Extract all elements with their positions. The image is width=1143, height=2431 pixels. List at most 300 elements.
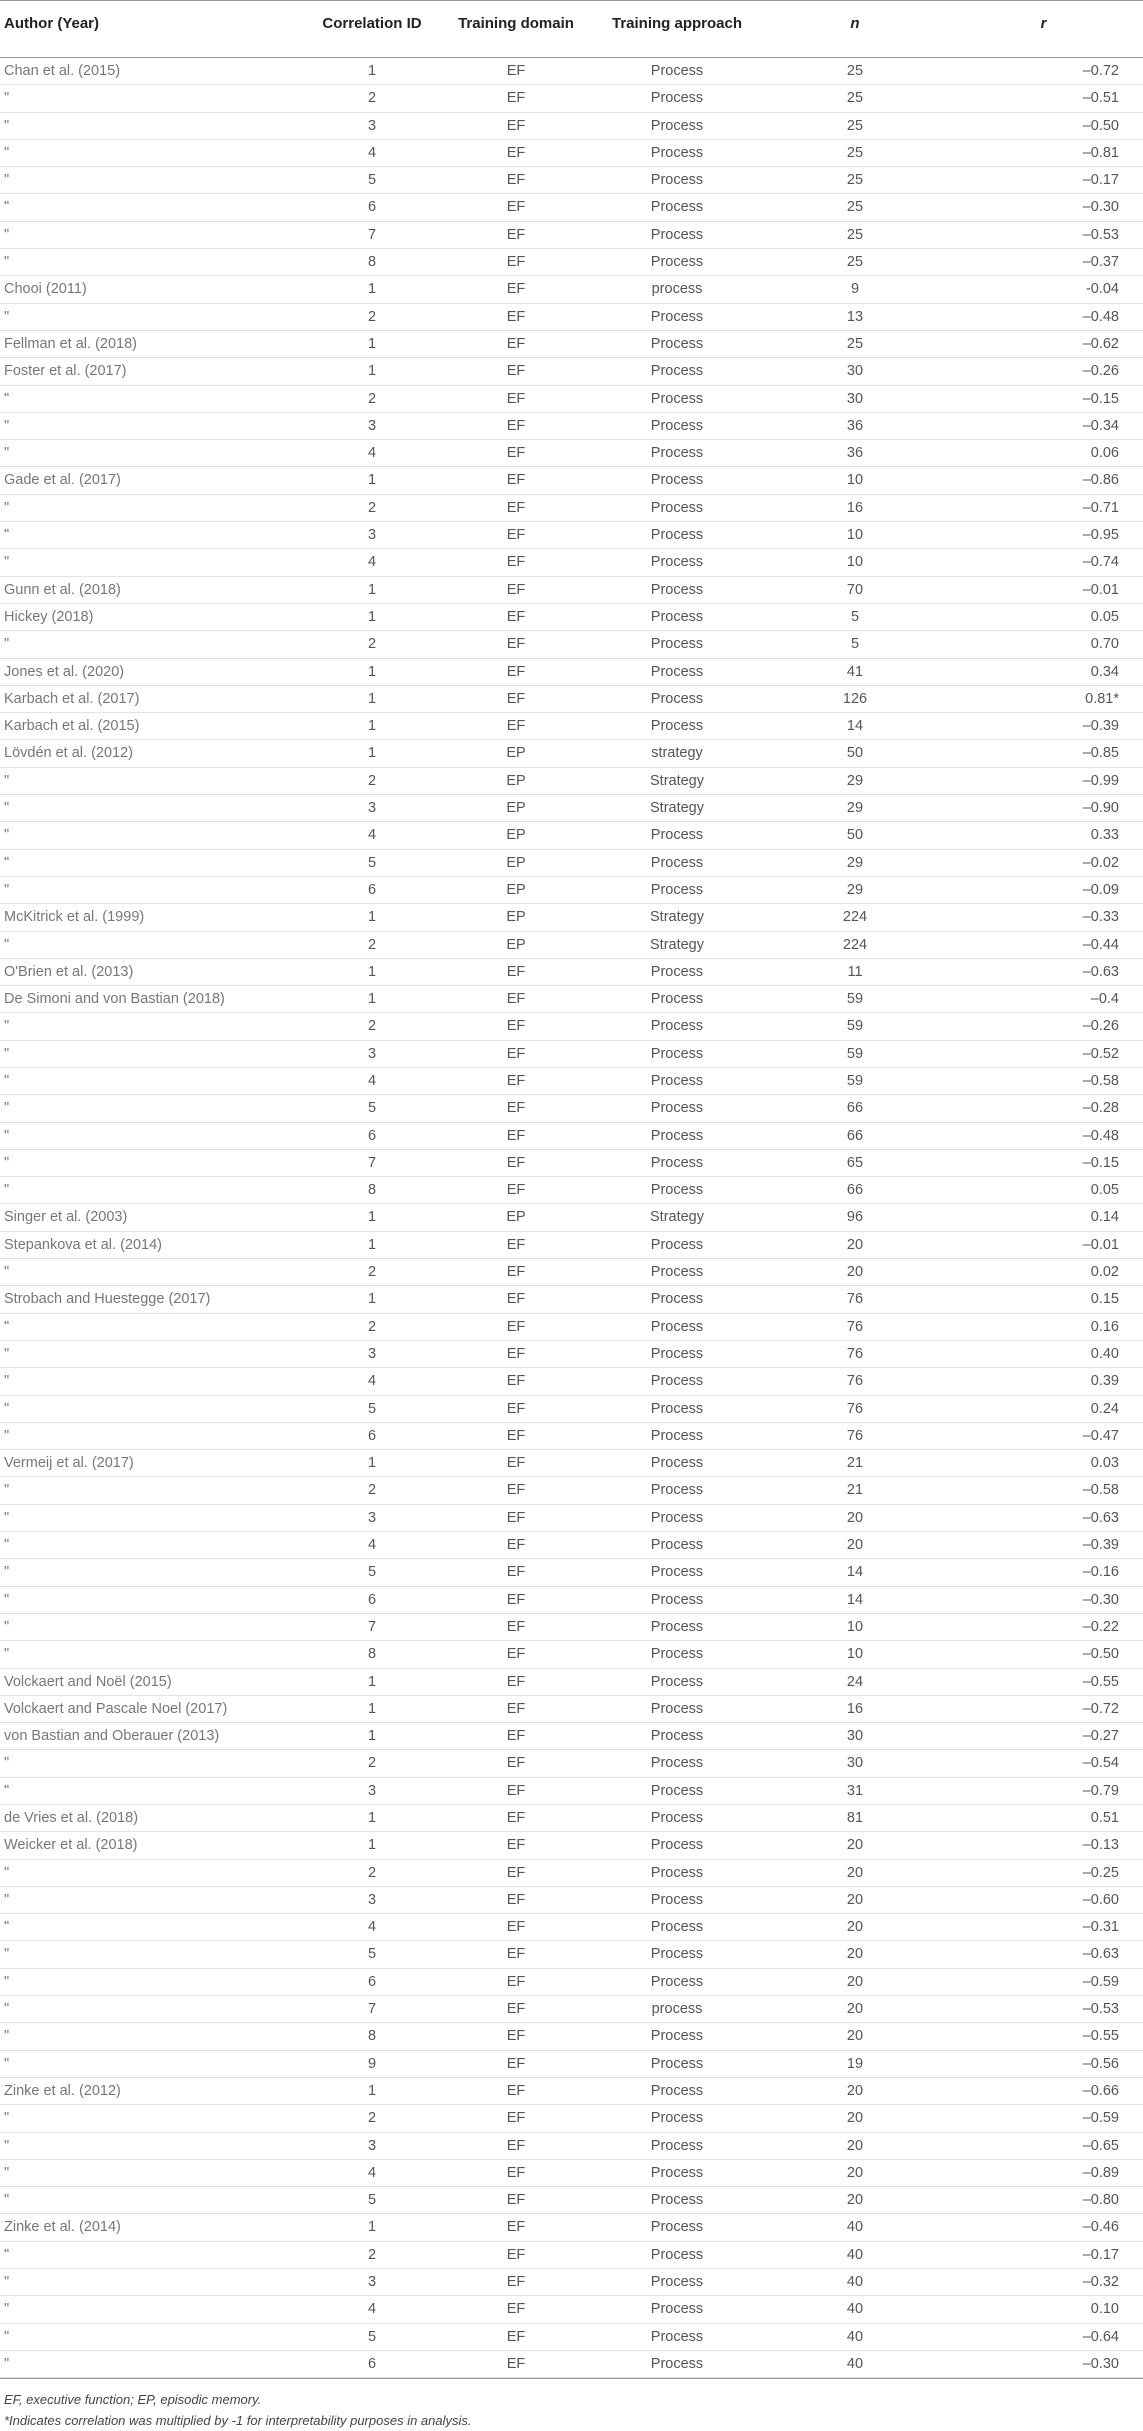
cell-r: –0.25 xyxy=(1082,1864,1119,1881)
cell-n: 25 xyxy=(846,226,864,243)
cell-training-domain: EF xyxy=(506,417,526,434)
table-row xyxy=(0,2187,1143,2214)
cell-n: 25 xyxy=(846,172,864,189)
cell-n: 40 xyxy=(846,2301,864,2318)
cell-r: –0.86 xyxy=(1082,472,1119,489)
cell-training-domain: EF xyxy=(506,1537,526,1554)
cell-author: Gade et al. (2017) xyxy=(4,472,121,489)
cell-author: " xyxy=(4,2355,10,2372)
cell-n: 30 xyxy=(846,1755,864,1772)
cell-training-approach: Process xyxy=(650,1564,704,1581)
table-row xyxy=(0,385,1143,412)
cell-author: " xyxy=(4,827,10,844)
cell-author: " xyxy=(4,117,10,134)
cell-training-approach: Process xyxy=(650,527,704,544)
cell-r: 0.51 xyxy=(1090,1810,1119,1826)
cell-author: " xyxy=(4,2301,10,2318)
cell-correlation-id: 1 xyxy=(367,1837,377,1854)
table-row xyxy=(0,85,1143,112)
cell-correlation-id: 5 xyxy=(367,854,377,871)
header-training-domain: Training domain xyxy=(458,15,574,32)
cell-training-approach: Process xyxy=(650,1591,704,1608)
cell-r: –0.4 xyxy=(1090,991,1119,1008)
cell-author: " xyxy=(4,390,10,407)
cell-training-approach: Process xyxy=(650,718,704,735)
cell-n: 96 xyxy=(846,1209,864,1226)
cell-correlation-id: 1 xyxy=(367,663,377,680)
cell-n: 29 xyxy=(846,800,864,817)
cell-author: " xyxy=(4,1482,10,1499)
cell-correlation-id: 9 xyxy=(367,2055,377,2072)
table-row xyxy=(0,1777,1143,1804)
cell-correlation-id: 6 xyxy=(367,1127,377,1144)
cell-r: –0.48 xyxy=(1082,308,1119,325)
cell-training-approach: Process xyxy=(650,308,704,325)
table-row xyxy=(0,1641,1143,1668)
cell-correlation-id: 1 xyxy=(367,281,377,298)
cell-training-domain: EF xyxy=(506,254,526,271)
table-row xyxy=(0,1668,1143,1695)
cell-n: 25 xyxy=(846,90,864,107)
cell-r: –0.58 xyxy=(1082,1072,1119,1089)
cell-r: –0.51 xyxy=(1082,90,1119,107)
table-row xyxy=(0,1231,1143,1258)
cell-n: 24 xyxy=(846,1673,864,1690)
header-author: Author (Year) xyxy=(4,15,100,32)
cell-training-approach: Process xyxy=(650,1973,704,1990)
table-row xyxy=(0,522,1143,549)
cell-n: 40 xyxy=(846,2355,864,2372)
cell-training-approach: Process xyxy=(650,1127,704,1144)
table-row xyxy=(0,1204,1143,1231)
cell-n: 20 xyxy=(846,2001,864,2018)
cell-training-domain: EF xyxy=(506,1291,526,1308)
cell-n: 14 xyxy=(846,718,864,735)
cell-r: –0.72 xyxy=(1082,1700,1119,1717)
cell-correlation-id: 7 xyxy=(367,1154,377,1171)
cell-n: 66 xyxy=(846,1127,864,1144)
cell-r: –0.50 xyxy=(1082,1646,1119,1663)
cell-training-domain: EF xyxy=(506,1345,526,1362)
cell-training-domain: EF xyxy=(506,1646,526,1663)
cell-r: –0.99 xyxy=(1082,772,1119,789)
cell-r: –0.15 xyxy=(1082,1154,1119,1171)
table-row xyxy=(0,958,1143,985)
cell-author: Gunn et al. (2018) xyxy=(4,581,121,598)
table-row xyxy=(0,822,1143,849)
cell-training-approach: Process xyxy=(650,1072,704,1089)
cell-training-approach: Strategy xyxy=(650,772,704,789)
cell-correlation-id: 1 xyxy=(367,745,377,762)
cell-n: 21 xyxy=(846,1482,864,1499)
cell-training-domain: EF xyxy=(506,363,526,380)
cell-correlation-id: 1 xyxy=(367,2219,377,2236)
cell-correlation-id: 2 xyxy=(367,636,377,653)
cell-training-domain: EP xyxy=(506,827,526,844)
cell-n: 76 xyxy=(846,1427,864,1444)
cell-author: " xyxy=(4,1264,10,1281)
cell-r: –0.32 xyxy=(1082,2274,1119,2291)
table-row xyxy=(0,1695,1143,1722)
cell-training-approach: Process xyxy=(650,991,704,1008)
cell-training-approach: Process xyxy=(650,1400,704,1417)
cell-author: " xyxy=(4,1864,10,1881)
cell-correlation-id: 1 xyxy=(367,1700,377,1717)
cell-training-domain: EF xyxy=(506,1810,526,1826)
cell-training-approach: Process xyxy=(650,1673,704,1690)
cell-correlation-id: 2 xyxy=(367,2110,377,2127)
cell-n: 40 xyxy=(846,2274,864,2291)
cell-training-domain: EF xyxy=(506,1154,526,1171)
cell-n: 19 xyxy=(846,2055,864,2072)
table-row xyxy=(0,2077,1143,2104)
cell-training-domain: EF xyxy=(506,2055,526,2072)
cell-correlation-id: 1 xyxy=(367,963,377,980)
cell-r: 0.02 xyxy=(1090,1264,1119,1281)
table-row xyxy=(0,303,1143,330)
cell-training-domain: EF xyxy=(506,472,526,489)
table-row xyxy=(0,2050,1143,2077)
table-row xyxy=(0,1613,1143,1640)
cell-author: Weicker et al. (2018) xyxy=(4,1837,138,1854)
cell-r: –0.01 xyxy=(1082,581,1119,598)
cell-r: 0.39 xyxy=(1090,1373,1119,1390)
cell-training-domain: EF xyxy=(506,1837,526,1854)
cell-training-domain: EF xyxy=(506,663,526,680)
table-row xyxy=(0,1504,1143,1531)
table-row xyxy=(0,658,1143,685)
cell-training-approach: Process xyxy=(650,2192,704,2209)
cell-correlation-id: 2 xyxy=(367,1318,377,1335)
cell-author: " xyxy=(4,1318,10,1335)
cell-author: " xyxy=(4,800,10,817)
cell-r: –0.27 xyxy=(1082,1728,1119,1745)
cell-author: " xyxy=(4,1782,10,1799)
cell-author: " xyxy=(4,854,10,871)
cell-n: 36 xyxy=(846,417,864,434)
cell-training-domain: EF xyxy=(506,1318,526,1335)
cell-author: " xyxy=(4,881,10,898)
cell-n: 16 xyxy=(846,1700,864,1717)
cell-correlation-id: 1 xyxy=(367,1236,377,1253)
cell-training-approach: Process xyxy=(650,117,704,134)
cell-training-domain: EF xyxy=(506,1673,526,1690)
table-row xyxy=(0,330,1143,357)
cell-training-domain: EF xyxy=(506,2164,526,2181)
cell-n: 76 xyxy=(846,1345,864,1362)
cell-training-domain: EF xyxy=(506,1400,526,1417)
cell-r: –0.74 xyxy=(1082,554,1119,571)
cell-n: 65 xyxy=(846,1154,864,1171)
cell-author: " xyxy=(4,527,10,544)
cell-training-domain: EF xyxy=(506,1455,526,1472)
cell-training-domain: EF xyxy=(506,1127,526,1144)
header-n: n xyxy=(850,15,860,32)
cell-r: 0.10 xyxy=(1090,2301,1119,2318)
cell-author: " xyxy=(4,1509,10,1526)
cell-training-domain: EF xyxy=(506,390,526,407)
cell-training-domain: EF xyxy=(506,2246,526,2263)
table-row xyxy=(0,1067,1143,1094)
cell-training-domain: EP xyxy=(506,909,526,926)
cell-author: " xyxy=(4,1400,10,1417)
cell-r: –0.64 xyxy=(1082,2328,1119,2345)
cell-training-domain: EF xyxy=(506,335,526,352)
table-row xyxy=(0,1477,1143,1504)
cell-r: –0.54 xyxy=(1082,1755,1119,1772)
cell-correlation-id: 2 xyxy=(367,1482,377,1499)
cell-training-domain: EF xyxy=(506,636,526,653)
cell-r: –0.71 xyxy=(1082,499,1119,516)
cell-n: 11 xyxy=(847,963,863,980)
cell-n: 76 xyxy=(846,1400,864,1417)
cell-n: 76 xyxy=(846,1373,864,1390)
cell-n: 20 xyxy=(846,1509,864,1526)
cell-training-domain: EF xyxy=(506,991,526,1008)
cell-training-domain: EF xyxy=(506,1891,526,1908)
cell-correlation-id: 2 xyxy=(367,772,377,789)
cell-training-domain: EF xyxy=(506,445,526,462)
cell-author: " xyxy=(4,1891,10,1908)
cell-correlation-id: 5 xyxy=(367,2192,377,2209)
cell-correlation-id: 8 xyxy=(367,2028,377,2045)
cell-correlation-id: 7 xyxy=(367,2001,377,2018)
table-row xyxy=(0,2269,1143,2296)
cell-training-domain: EF xyxy=(506,1782,526,1799)
cell-training-approach: Process xyxy=(650,1318,704,1335)
table-row xyxy=(0,1422,1143,1449)
cell-training-approach: Process xyxy=(650,581,704,598)
cell-training-domain: EF xyxy=(506,554,526,571)
cell-training-domain: EF xyxy=(506,1618,526,1635)
table-footnotes xyxy=(0,2378,1143,2431)
cell-training-approach: Process xyxy=(650,254,704,271)
cell-r: –0.30 xyxy=(1082,199,1119,216)
table-row xyxy=(0,849,1143,876)
cell-n: 20 xyxy=(846,1264,864,1281)
cell-correlation-id: 6 xyxy=(367,2355,377,2372)
cell-training-approach: Process xyxy=(650,608,704,625)
cell-training-approach: Process xyxy=(650,2164,704,2181)
cell-training-domain: EF xyxy=(506,117,526,134)
cell-training-approach: Process xyxy=(650,663,704,680)
cell-training-approach: Process xyxy=(650,1537,704,1554)
cell-n: 9 xyxy=(850,281,860,298)
cell-training-approach: Process xyxy=(650,1919,704,1936)
cell-author: " xyxy=(4,308,10,325)
cell-training-approach: Process xyxy=(650,472,704,489)
cell-training-domain: EF xyxy=(506,499,526,516)
cell-training-domain: EF xyxy=(506,1973,526,1990)
cell-training-approach: Process xyxy=(650,172,704,189)
cell-training-approach: Process xyxy=(650,1182,704,1199)
cell-training-domain: EF xyxy=(506,690,526,707)
cell-n: 25 xyxy=(846,144,864,161)
table-row xyxy=(0,795,1143,822)
cell-n: 20 xyxy=(846,1236,864,1253)
table-row xyxy=(0,467,1143,494)
cell-n: 20 xyxy=(846,2137,864,2154)
cell-r: –0.60 xyxy=(1082,1891,1119,1908)
cell-n: 20 xyxy=(846,1837,864,1854)
cell-correlation-id: 6 xyxy=(367,1591,377,1608)
table-row xyxy=(0,1996,1143,2023)
cell-r: –0.39 xyxy=(1082,1537,1119,1554)
cell-n: 81 xyxy=(846,1810,864,1826)
cell-correlation-id: 1 xyxy=(367,690,377,707)
cell-training-domain: EF xyxy=(506,2328,526,2345)
table-row xyxy=(0,1340,1143,1367)
cell-n: 5 xyxy=(850,636,860,653)
cell-r: –0.46 xyxy=(1082,2219,1119,2236)
cell-r: –0.17 xyxy=(1082,2246,1119,2263)
cell-training-approach: Process xyxy=(650,2274,704,2291)
cell-training-domain: EP xyxy=(506,800,526,817)
table-header xyxy=(0,1,1143,58)
table-row xyxy=(0,58,1143,85)
cell-n: 25 xyxy=(846,335,864,352)
cell-training-approach: Process xyxy=(650,2328,704,2345)
table-row xyxy=(0,1941,1143,1968)
cell-training-domain: EF xyxy=(506,63,526,79)
cell-correlation-id: 5 xyxy=(367,2328,377,2345)
table-row xyxy=(0,2159,1143,2186)
cell-correlation-id: 5 xyxy=(367,1100,377,1117)
cell-author: " xyxy=(4,2055,10,2072)
cell-author: Karbach et al. (2015) xyxy=(4,718,140,735)
cell-r: –0.39 xyxy=(1082,718,1119,735)
cell-training-domain: EP xyxy=(506,881,526,898)
cell-n: 30 xyxy=(846,1728,864,1745)
cell-correlation-id: 2 xyxy=(367,1018,377,1035)
cell-r: –0.22 xyxy=(1082,1618,1119,1635)
cell-r: –0.44 xyxy=(1082,936,1119,953)
cell-training-approach: Process xyxy=(650,1482,704,1499)
table-row xyxy=(0,494,1143,521)
cell-training-domain: EP xyxy=(506,1209,526,1226)
cell-training-approach: Strategy xyxy=(650,936,704,953)
cell-r: 0.16 xyxy=(1090,1318,1119,1335)
cell-r: –0.59 xyxy=(1082,1973,1119,1990)
cell-r: 0.05 xyxy=(1090,608,1119,625)
cell-correlation-id: 4 xyxy=(367,1072,377,1089)
cell-n: 20 xyxy=(846,1973,864,1990)
header-correlation-id: Correlation ID xyxy=(322,15,422,32)
cell-training-approach: Process xyxy=(650,63,704,79)
cell-r: –0.65 xyxy=(1082,2137,1119,2154)
cell-training-domain: EF xyxy=(506,2110,526,2127)
cell-correlation-id: 4 xyxy=(367,554,377,571)
cell-correlation-id: 4 xyxy=(367,2301,377,2318)
cell-author: " xyxy=(4,2001,10,2018)
cell-n: 30 xyxy=(846,390,864,407)
cell-training-domain: EF xyxy=(506,1072,526,1089)
cell-n: 76 xyxy=(846,1318,864,1335)
cell-training-domain: EF xyxy=(506,1700,526,1717)
cell-author: Lövdén et al. (2012) xyxy=(4,745,133,762)
cell-r: –0.90 xyxy=(1082,800,1119,817)
cell-training-domain: EF xyxy=(506,1564,526,1581)
cell-training-domain: EF xyxy=(506,2001,526,2018)
cell-training-domain: EF xyxy=(506,2137,526,2154)
table-row xyxy=(0,139,1143,166)
table-row xyxy=(0,1450,1143,1477)
cell-r: –0.80 xyxy=(1082,2192,1119,2209)
cell-correlation-id: 1 xyxy=(367,581,377,598)
cell-n: 30 xyxy=(846,363,864,380)
cell-training-approach: Process xyxy=(650,554,704,571)
cell-training-approach: Process xyxy=(650,1891,704,1908)
cell-training-domain: EP xyxy=(506,772,526,789)
cell-author: " xyxy=(4,1646,10,1663)
cell-r: 0.40 xyxy=(1090,1345,1119,1362)
cell-training-domain: EF xyxy=(506,2274,526,2291)
cell-author: Stepankova et al. (2014) xyxy=(4,1236,162,1253)
cell-correlation-id: 3 xyxy=(367,1345,377,1362)
cell-author: " xyxy=(4,1182,10,1199)
cell-correlation-id: 7 xyxy=(367,1618,377,1635)
cell-correlation-id: 1 xyxy=(367,1810,377,1826)
table-row xyxy=(0,2323,1143,2350)
cell-training-approach: Process xyxy=(650,499,704,516)
table-row xyxy=(0,1095,1143,1122)
cell-training-approach: Strategy xyxy=(650,909,704,926)
table-row xyxy=(0,276,1143,303)
table-row xyxy=(0,2296,1143,2323)
cell-correlation-id: 2 xyxy=(367,936,377,953)
cell-correlation-id: 3 xyxy=(367,800,377,817)
cell-n: 59 xyxy=(846,1072,864,1089)
cell-correlation-id: 1 xyxy=(367,909,377,926)
table-row xyxy=(0,1040,1143,1067)
cell-r: 0.06 xyxy=(1090,445,1119,462)
cell-n: 66 xyxy=(846,1182,864,1199)
cell-n: 59 xyxy=(846,991,864,1008)
cell-author: " xyxy=(4,1045,10,1062)
cell-r: –0.81 xyxy=(1082,144,1119,161)
cell-r: –0.55 xyxy=(1082,1673,1119,1690)
cell-training-approach: Process xyxy=(650,1100,704,1117)
cell-author: " xyxy=(4,1537,10,1554)
cell-training-approach: Process xyxy=(650,1728,704,1745)
cell-n: 14 xyxy=(846,1591,864,1608)
cell-training-domain: EF xyxy=(506,1482,526,1499)
cell-correlation-id: 8 xyxy=(367,1182,377,1199)
cell-n: 25 xyxy=(846,254,864,271)
cell-training-approach: Strategy xyxy=(650,1209,704,1226)
cell-n: 20 xyxy=(846,1919,864,1936)
cell-correlation-id: 3 xyxy=(367,417,377,434)
cell-training-approach: Process xyxy=(650,144,704,161)
cell-training-approach: Process xyxy=(650,417,704,434)
cell-r: –0.30 xyxy=(1082,1591,1119,1608)
cell-author: de Vries et al. (2018) xyxy=(4,1810,139,1826)
cell-correlation-id: 2 xyxy=(367,390,377,407)
cell-author: Jones et al. (2020) xyxy=(4,663,125,680)
cell-training-approach: Process xyxy=(650,1427,704,1444)
cell-author: " xyxy=(4,199,10,216)
table-row xyxy=(0,1368,1143,1395)
cell-training-approach: Process xyxy=(650,2082,704,2099)
cell-author: O'Brien et al. (2013) xyxy=(4,963,134,980)
cell-correlation-id: 1 xyxy=(367,1209,377,1226)
cell-r: –0.26 xyxy=(1082,363,1119,380)
table-row xyxy=(0,1177,1143,1204)
cell-training-domain: EF xyxy=(506,1864,526,1881)
cell-training-domain: EF xyxy=(506,2301,526,2318)
cell-correlation-id: 8 xyxy=(367,254,377,271)
table-row xyxy=(0,549,1143,576)
